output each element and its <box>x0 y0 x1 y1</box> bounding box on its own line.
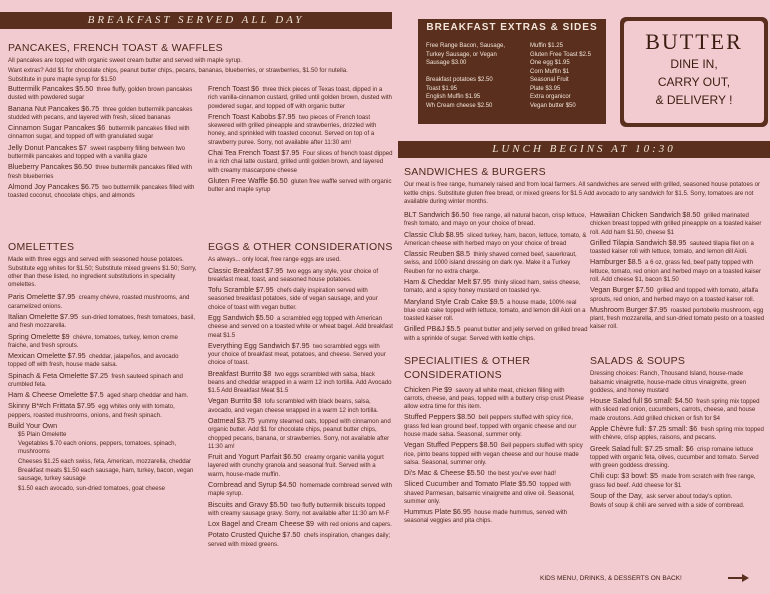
item-name: Ham & Cheddar Melt <box>404 276 472 286</box>
item-desc: cheddar, jalapeños, and avocado topped off with fresh, house made salsa. <box>8 353 179 369</box>
item-price: $9 <box>306 519 314 529</box>
item-name: Di's Mac & Cheese <box>404 468 465 478</box>
pancakes-left-list <box>8 84 198 201</box>
item-desc: two eggs scrambled with salsa, black beans and cheddar wrapped in a warm 12 inch tortilla. Add Avocado $1.5 Add Breakfast Meat $1.5 <box>208 370 392 395</box>
item-name: Biscuits and Gravy <box>208 499 268 509</box>
sandwiches-section <box>404 165 764 207</box>
item-desc: Four slices of french toast dipped in a rich chai latte custard, grilled until golden brown, and layered with creamy mascarpone cheese <box>208 149 393 174</box>
item-desc: the best you've ever had! <box>487 470 556 478</box>
item-name: Buttermilk Pancakes <box>8 84 74 93</box>
item-name: Mexican Omelette <box>8 351 66 361</box>
item-price: $8.50 <box>479 440 498 450</box>
item-desc: a 6 oz, grass fed, beef patty topped with lettuce, tomato, red onion and herbed mayo on a toasted kaiser roll. Add cheese $1, bacon $1.50 <box>590 259 762 283</box>
menu-item <box>208 313 393 340</box>
item-price: $8.5 <box>456 249 471 259</box>
omelette-list <box>8 292 198 420</box>
item-desc: Bell peppers stuffed with spicy rice, pinto beans topped with vegan cheese and our house made salsa. Seasonal, summer only. <box>404 442 583 466</box>
extras-line: Extra organicor <box>530 94 571 101</box>
item-name: Almond Joy Pancakes <box>8 181 80 191</box>
breakfast-banner: BREAKFAST SERVED ALL DAY <box>0 12 392 29</box>
item-desc: peanut butter and jelly served on grilled bread with a sprinkle of sugar. Served with kettle chips. <box>404 326 588 342</box>
item-name: Breakfast Burrito <box>208 368 262 378</box>
menu-item <box>8 84 198 103</box>
footer-text: KIDS MENU, DRINKS, & DESSERTS ON BACK! <box>540 575 682 582</box>
item-desc: two fluffy buttermilk biscuits topped with creamy sausage gravy. Sorry, not available after 11:30 am M-F <box>208 501 390 517</box>
menu-item <box>404 507 584 526</box>
item-name: Vegan Stuffed Peppers <box>404 440 478 450</box>
item-price: $7.95 <box>60 311 79 321</box>
pancakes-intro-3: Substitute in pure maple syrup for $1.50 <box>8 75 117 83</box>
item-price: $7.95 <box>57 292 76 302</box>
item-price: $8 <box>253 396 262 406</box>
menu-item <box>8 371 198 390</box>
item-name: Chicken Pie <box>404 384 443 394</box>
extras-box <box>418 36 606 124</box>
item-name: Grilled Tilapia Sandwich <box>590 237 667 247</box>
item-name: Hawaiian Chicken Sandwich <box>590 210 681 219</box>
menu-item <box>208 266 393 285</box>
item-name: Sliced Cucumber and Tomato Plate <box>404 479 517 489</box>
item-desc: sliced turkey, ham, bacon, lettuce, tomato, & American cheese with herbed mayo on your choice of bread <box>404 231 587 247</box>
item-name: Fruit and Yogurt Parfait <box>208 452 282 462</box>
item-name: Maryland Style Crab Cake <box>404 296 488 306</box>
item-desc: a house made, 100% real blue crab cake topped with lettuce, tomato, and lemon dill Aioli on a toasted kaiser roll. <box>404 298 586 323</box>
item-name: Apple Chèvre <box>590 423 634 433</box>
item-price: $7.25 <box>90 370 109 380</box>
item-name: Classic Breakfast <box>208 265 264 275</box>
item-desc: made from scratch with free range, grass fed beef. Add cheese for $1 <box>590 473 756 489</box>
menu-item <box>8 162 198 181</box>
menu-item <box>8 390 198 400</box>
item-desc: grilled and topped with tomato, alfalfa sprouts, red onion, and herbed mayo on a toasted kaiser roll. <box>590 287 759 303</box>
menu-item <box>590 305 765 332</box>
item-price: $8.95 <box>668 237 687 247</box>
item-price: $6.75 <box>80 181 99 191</box>
item-price: $6 <box>97 123 106 133</box>
menu-item <box>404 479 584 506</box>
item-name: Vegan Burger <box>590 285 634 295</box>
menu-item <box>208 148 393 175</box>
menu-item <box>208 480 393 499</box>
item-name: Hamburger <box>590 257 626 267</box>
item-price: $7.95 <box>277 111 296 121</box>
item-name: Paris Omelette <box>8 292 56 302</box>
menu-item <box>404 230 589 249</box>
menu-item <box>208 519 393 529</box>
sandwiches-right-list <box>590 210 765 333</box>
item-name: Blueberry Pancakes <box>8 162 73 172</box>
item-price: $8.50 <box>457 412 476 422</box>
menu-item <box>8 401 198 420</box>
menu-item <box>404 249 589 276</box>
item-name: Oatmeal <box>208 416 236 426</box>
item-desc: crisp romaine lettuce topped with organic feta, olives, cucumber and tomato. Served with green goddess dressing. <box>590 445 759 470</box>
item-price: $9 <box>61 331 70 341</box>
item-desc: creamy chèvre, roasted mushrooms, and caramelized onions. <box>8 294 190 310</box>
item-desc: fresh spring mix topped with chèvre, crisp apples, raisons, and pecans. <box>590 425 764 442</box>
item-price: $6.50 <box>74 162 93 172</box>
salads-section <box>590 354 765 511</box>
menu-item <box>208 176 393 195</box>
menu-item <box>404 440 584 467</box>
item-name: Everything Egg Sandwich <box>208 340 290 350</box>
item-desc: fresh sauteed spinach and crumbled feta. <box>8 372 183 388</box>
byo-line: $1.50 each avocado, sun-dried tomatoes, goat cheese <box>18 484 166 492</box>
item-name: Classic Reuben <box>404 249 455 259</box>
item-price: $6 <box>251 84 260 93</box>
extras-line <box>426 68 521 77</box>
extras-line: Toast $1.95 <box>426 85 458 92</box>
extras-banner: BREAKFAST EXTRAS & SIDES <box>418 19 606 36</box>
item-desc: two pieces of French toast skewered with grilled pineapple and strawberries, drizzled with honey, and sprinkled with toasted coconut. Served on top of a strawberry puree. Sorry, not available after 11:30 am! <box>208 113 377 146</box>
item-price: $7 <box>78 142 87 152</box>
item-price: $5.50 <box>466 468 485 478</box>
menu-item <box>404 210 589 229</box>
item-name: Mushroom Burger <box>590 304 648 314</box>
item-name: Potato Crusted Quiche <box>208 530 281 540</box>
item-price: $7.50 <box>282 530 301 540</box>
item-price: $7.95 <box>281 147 300 157</box>
extras-line: Corn Muffin $1 <box>530 68 570 75</box>
menu-item <box>590 210 765 237</box>
omelettes-section <box>8 240 198 494</box>
item-price: $6.50 <box>451 210 470 219</box>
item-name: Skinny B*#ch Frittata <box>8 401 76 411</box>
sandwiches-left-list <box>404 210 589 344</box>
item-name: Classic Club <box>404 229 444 239</box>
item-desc: bell peppers stuffed with spicy rice, grass fed lean ground beef, topped with organic cheese and our house made salsa. Seasonal, summer only. <box>404 414 577 438</box>
dine-in-text: DINE IN, <box>670 57 718 71</box>
item-desc: house made hummus, served with seasonal veggies and pita chips. <box>404 509 568 525</box>
sandwiches-title: SANDWICHES & BURGERS <box>404 166 546 178</box>
menu-item <box>8 351 198 370</box>
item-name: House Salad <box>590 396 632 406</box>
menu-item <box>8 123 198 142</box>
item-name: Chili cup: <box>590 471 620 481</box>
item-name: Grilled PB&J <box>404 324 445 334</box>
menu-item <box>590 285 765 304</box>
item-desc: ask server about today's option. <box>646 492 733 500</box>
menu-item <box>590 491 765 501</box>
byo-title: Build Your Own <box>8 421 58 431</box>
menu-item <box>590 238 765 257</box>
menu-item <box>208 396 393 415</box>
item-price: $7.95 <box>255 285 274 295</box>
item-price: $5.50 <box>75 84 94 93</box>
item-name: Soup of the Day, <box>590 490 644 500</box>
item-price: $3 bowl: $5 <box>621 471 659 481</box>
item-desc: homemade cornbread served with maple syrup. <box>208 482 392 498</box>
eggs-intro: As always... only local, free range eggs are used. <box>208 256 341 264</box>
item-name: Chai Tea French Toast <box>208 147 280 157</box>
item-desc: thinly shaved corned beef, sauerkraut, swiss, and 1000 island dressing on dark rye. Make it a Turkey Reuben for no extra charge. <box>404 251 577 275</box>
extras-line: Vegan butter $50 <box>530 102 576 109</box>
item-price: $8.50 <box>682 210 701 219</box>
item-desc: three thick pieces of Texas toast, dipped in a rich vanilla-cinnamon custard, grilled until golden brown, dusted with powdered sugar, and topped off with organic butter <box>208 86 392 110</box>
eggs-section <box>208 240 393 550</box>
pancakes-right-list <box>208 84 393 195</box>
item-desc: chefs inspiration, changes daily; served with mixed greens. <box>208 532 391 548</box>
butter-logo: BUTTER <box>645 29 743 54</box>
item-desc: two buttermilk pancakes filled with toasted coconut, chocolate chips, and almonds <box>8 183 195 200</box>
arrowhead-icon <box>742 574 749 582</box>
item-name: Jelly Donut Pancakes <box>8 142 78 152</box>
item-desc: sun-dried tomatoes, fresh tomatoes, basil, and fresh mozzarella. <box>8 313 195 330</box>
pancakes-intro-1: All pancakes are topped with organic sweet cream butter and served with maple syrup. <box>8 57 243 65</box>
eggs-list <box>208 266 393 549</box>
byo-line: Breakfast meats $1.50 each sausage, ham, turkey, bacon, vegan sausage, turkey sausage <box>18 466 194 483</box>
delivery-text: & DELIVERY ! <box>655 93 733 107</box>
item-desc: fresh spring mix topped with sliced red onion, cucumbers, carrots, cheese, and house made croutons. Add grilled chicken or fish for $4 <box>590 398 760 422</box>
extras-line: Gluten Free Toast $2.5 <box>530 51 591 58</box>
item-price: $6.50 <box>269 175 288 185</box>
salads-intro: Dressing choices: Ranch, Thousand Island, house-made balsamic vinaigrette, house-made citrus vinaigrette, green goddess, and honey mustard <box>590 370 747 394</box>
item-name: French Toast <box>208 84 250 93</box>
salads-title: SALADS & SOUPS <box>590 355 686 367</box>
item-price: $8 <box>263 368 272 378</box>
item-desc: sweet raspberry filling between two buttermilk pancakes and topped with a vanilla glaze <box>8 144 186 160</box>
item-name: Vegan Burrito <box>208 396 252 406</box>
eggs-title: EGGS & OTHER CONSIDERATIONS <box>208 241 393 253</box>
item-price: $4.50 <box>278 480 297 490</box>
menu-item <box>590 424 765 443</box>
item-name: Tofu Scramble <box>208 285 254 295</box>
item-desc: yummy steamed oats, topped with cinnamon and organic butter. Add $1 for chocolate chips, peanut butter chips, chopped pecans, banana, or strawberries. Sorry, not available after 11:30 am! <box>208 418 391 450</box>
menu-item <box>404 412 584 439</box>
specialities-section <box>404 354 584 527</box>
byo-line: Vegetables $.70 each onions, peppers, tomatoes, spinach, mushrooms <box>18 440 177 456</box>
item-desc: a scrambled egg topped with American cheese and served on a toasted white or wheat bagel. Add breakfast meat $1.5 <box>208 314 393 339</box>
item-desc: three buttermilk pancakes filled with fresh blueberries <box>8 164 192 180</box>
item-name: Gluten Free Waffle <box>208 175 268 185</box>
item-name: BLT Sandwich <box>404 210 450 219</box>
menu-item <box>8 104 198 123</box>
item-price: $9.5 <box>489 296 504 306</box>
extras-line: Plate $3.95 <box>530 85 561 92</box>
item-desc: egg whites only with tomato, peppers, roasted mushrooms, onions, and fresh spinach. <box>8 403 175 419</box>
extras-line: Sausage $3.00 <box>426 60 467 67</box>
item-desc: creamy organic vanilla yogurt layered with crunchy granola and seasonal fruit. Served with a warm, house-made muffin. <box>208 454 384 478</box>
item-name: Spinach & Feta Omelette <box>8 370 89 380</box>
item-name: Greek Salad <box>590 443 630 453</box>
menu-item <box>590 471 765 490</box>
item-name: Cornbread and Syrup <box>208 480 277 490</box>
item-desc: aged sharp cheddar and ham. <box>107 392 189 400</box>
menu-item <box>404 277 589 296</box>
pancakes-intro-2: Want extras? Add $1 for chocolate chips, peanut butter chips, pecans, bananas, blueberries, or strawberries, $1.50 for nutella. <box>8 66 348 74</box>
item-price: $5.50 <box>269 499 288 509</box>
menu-item <box>208 112 393 147</box>
item-price: $7.95 <box>472 276 491 286</box>
item-price: $8.5 <box>627 257 642 267</box>
item-desc: sauteed tilapia filet on a toasted kaiser roll with lettuce, tomato, and lemon dill Aioli. <box>590 239 754 256</box>
item-desc: gluten free waffle served with organic butter and maple syrup <box>208 177 392 194</box>
extras-line: Breakfast potatoes $2.50 <box>426 77 493 84</box>
item-name: Ham & Cheese Omelette <box>8 390 88 400</box>
item-name: Cinnamon Sugar Pancakes <box>8 123 96 133</box>
extras-line: Wh Cream cheese $2.50 <box>426 102 493 109</box>
item-price: full $6 small: $4.50 <box>632 396 693 406</box>
item-desc: savory all white meat, chicken filling with carrots, cheese, and peas, topped with a buttery crisp crust Please allow extra time for this item. <box>404 386 584 411</box>
item-desc: with red onions and capers. <box>317 521 392 529</box>
item-name: Stuffed Peppers <box>404 412 456 422</box>
item-desc: topped with shaved Parmesan, balsamic vinaigrette and olive oil. Seasonal, summer only. <box>404 481 575 505</box>
item-desc: roasted portobello mushroom, egg plant, fresh mozzarella, and sun-dried tomato pesto on a toasted kaiser roll. <box>590 306 765 331</box>
item-price: $7.5 <box>89 390 104 400</box>
brand-inner <box>624 21 764 123</box>
extras-line: Free Range Bacon, Sausage, <box>426 43 506 49</box>
item-price: $5.5 <box>446 324 461 334</box>
item-price: $6.75 <box>81 103 100 113</box>
item-desc: thinly sliced ham, swiss cheese, tomato, and a spicy honey mustard on toasted rye. <box>404 278 581 295</box>
arrow-right-icon <box>728 577 742 579</box>
extras-line: Muffin $1.25 <box>530 43 563 49</box>
item-desc: two eggs any style, your choice of breakfast meat, toast, and seasoned house potatoes. <box>208 267 379 283</box>
item-price: $7.95 <box>67 351 86 361</box>
menu-item <box>590 444 765 471</box>
omelettes-title: OMELETTES <box>8 241 75 253</box>
item-price: $5.50 <box>518 479 537 489</box>
item-desc: chèvre, tomatoes, turkey, lemon creme fraiche, and fresh sprouts. <box>8 333 178 349</box>
menu-item <box>208 530 393 549</box>
item-price: full: $7.25 small: $6 <box>635 423 698 433</box>
menu-item <box>208 285 393 312</box>
pancakes-title: PANCAKES, FRENCH TOAST & WAFFLES <box>8 42 223 54</box>
item-desc: two scrambled eggs with your choice of breakfast meat, potatoes, and cheese. Served your choice of toast. <box>208 342 386 367</box>
salads-list <box>590 396 765 501</box>
item-desc: buttermilk pancakes filled with cinnamon sugar, and topped off with granulated sugar <box>8 125 190 141</box>
item-price: $7.50 <box>635 285 654 295</box>
pancakes-section <box>8 41 390 85</box>
item-desc: three fluffy, golden brown pancakes dusted with powdered sugar <box>8 86 193 102</box>
sandwiches-intro: Our meat is free range, humanely raised and from local farmers. All sandwiches are served with grilled, seasoned house potatoes or kettle chips. Substitute gluten free bread, or mixed greens for $1.5 Add avocado to any sandwich for $1.5. Sorry, tomatoes are not available during winter months. <box>404 181 760 205</box>
menu-item <box>404 324 589 343</box>
menu-item <box>8 312 198 331</box>
item-name: Italian Omelette <box>8 311 59 321</box>
menu-item <box>404 297 589 324</box>
item-name: Lox Bagel and Cream Cheese <box>208 519 305 529</box>
lunch-banner: LUNCH BEGINS AT 10:30 <box>398 141 770 158</box>
specialities-title: SPECIALITIES & OTHER CONSIDERATIONS <box>404 355 531 382</box>
omelettes-intro: Made with three eggs and served with seasoned house potatoes. Substitute egg whites for $1.50; Substitute mixed greens $1.50; Sorry, other than these listed, no ingredient substitutions in speciality omelettes. <box>8 256 197 289</box>
item-price: $7.95 <box>265 265 284 275</box>
menu-item <box>208 500 393 519</box>
menu-item <box>590 396 765 423</box>
item-desc: free range, all natural bacon, crisp lettuce, fresh tomato, and mayo on your choice of bread. <box>404 212 587 228</box>
menu-item <box>208 84 393 111</box>
menu-item <box>8 332 198 351</box>
menu-item <box>208 369 393 396</box>
byo-line: $5 Plain Omelette <box>18 430 67 438</box>
item-name: French Toast Kabobs <box>208 111 276 121</box>
menu-item <box>208 452 393 479</box>
item-price: $6.95 <box>452 507 471 517</box>
item-price: $7.95 <box>649 304 668 314</box>
item-desc: tofu scrambled with black beans, salsa, avocado, and vegan cheese wrapped in a warm 12 inch tortilla. <box>208 398 379 414</box>
extras-line: Turkey Sausage, or Vegan <box>426 51 497 58</box>
item-name: Hummus Plate <box>404 507 452 517</box>
menu-item <box>590 257 765 284</box>
item-price: $7.95 <box>76 401 95 411</box>
item-price: $8.95 <box>445 229 464 239</box>
item-name: Banana Nut Pancakes <box>8 103 80 113</box>
extras-line: Seasonal Fruit <box>530 77 569 84</box>
item-price: full: $7.25 small: $6 <box>631 443 694 453</box>
extras-line: English Muffin $1.95 <box>426 94 481 101</box>
menu-item <box>208 416 393 451</box>
item-desc: three golden buttermilk pancakes studded with pecans, and layered with fresh, sliced bananas <box>8 105 193 121</box>
extras-line: One egg $1.95 <box>530 60 570 67</box>
byo-list <box>8 431 198 493</box>
extras-right <box>530 42 605 110</box>
menu-item <box>208 341 393 368</box>
menu-item <box>8 182 198 201</box>
item-price: $7.95 <box>291 340 310 350</box>
specialities-list <box>404 385 584 526</box>
byo-line: Cheeses $1.25 each swiss, feta, American, mozzarella, cheddar <box>18 457 192 465</box>
item-desc: chefs daily inspiration served with seasoned breakfast potatoes, side of vegan sausage, and your choice of toast with vegan butter. <box>208 287 378 311</box>
menu-item <box>404 385 584 412</box>
extras-left <box>426 42 521 110</box>
salads-footnote: Bowls of soup & chili are served with a side of cornbread. <box>590 502 745 510</box>
menu-item <box>404 468 584 478</box>
carry-out-text: CARRY OUT, <box>657 75 731 89</box>
item-price: $9 <box>444 384 453 394</box>
menu-item <box>8 143 198 162</box>
brand-box <box>620 17 768 127</box>
menu-item <box>8 292 198 311</box>
item-price: $6.50 <box>283 452 302 462</box>
item-name: Egg Sandwich <box>208 312 254 322</box>
item-desc: grilled marinated chicken breast topped with grilled pineapple on a toasted kaiser roll. Add ham $1.50, cheese $1 <box>590 212 762 236</box>
item-price: $5.50 <box>255 312 274 322</box>
item-price: $3.75 <box>236 416 255 426</box>
item-name: Spring Omelette <box>8 331 60 341</box>
